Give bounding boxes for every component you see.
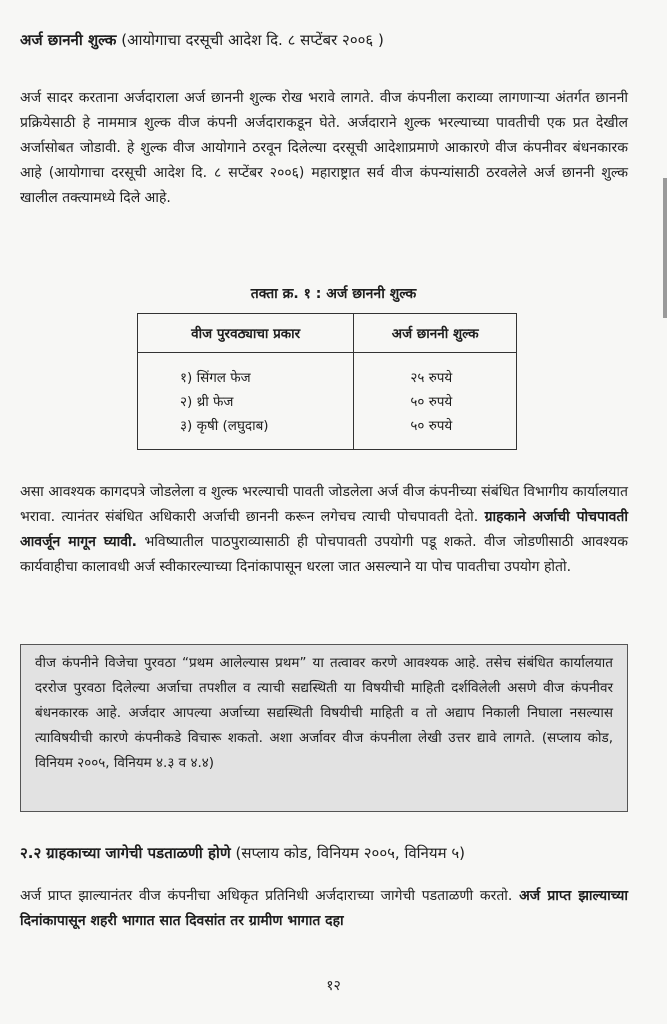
table-caption: तक्ता क्र. १ : अर्ज छाननी शुल्क bbox=[250, 286, 417, 302]
subsection-reference: (सप्लाय कोड, विनियम २००५, विनियम ५) bbox=[235, 844, 465, 862]
paragraph-text: भविष्यातील पाठपुराव्यासाठी ही पोचपावती उपयोगी पडू शकते. वीज जोडणीसाठी आवश्यक कार्यवाहीचा कालावधी अर्ज स्वीकारल्याच्या दिनांकापासून धरला जात असल्याने या पोच पावतीचा उपयोग होतो. bbox=[20, 534, 628, 575]
table-header-row bbox=[138, 314, 517, 353]
cell-fee: २५ रुपये bbox=[354, 365, 517, 389]
section-title: अर्ज छाननी शुल्क bbox=[20, 31, 117, 49]
cell-supply-type: २) थ्री फेज bbox=[180, 394, 234, 410]
paragraph-emphasis: अर्ज प्राप्त झाल्याच्या दिनांकापासून शहरी भागात सात दिवसांत तर ग्रामीण भागात दहा bbox=[20, 888, 628, 929]
header-supply-type: वीज पुरवठ्याचा प्रकार bbox=[138, 314, 354, 353]
paragraph-emphasis: ग्राहकाने अर्जाची पोचपावती आवर्जून मागून घ्यावी. bbox=[20, 509, 629, 550]
section-heading bbox=[20, 30, 384, 50]
note-box bbox=[20, 644, 628, 812]
section-reference: (आयोगाचा दरसूची आदेश दि. ८ सप्टेंबर २००६ ) bbox=[121, 31, 384, 49]
table-row bbox=[138, 365, 517, 389]
fee-table bbox=[137, 313, 517, 450]
subsection-number: २.२ bbox=[20, 844, 42, 862]
paragraph-acknowledgement bbox=[20, 480, 628, 580]
subsection-heading bbox=[20, 843, 465, 863]
paragraph-text: असा आवश्यक कागदपत्रे जोडलेला व शुल्क भरल्याची पावती जोडलेला अर्ज वीज कंपनीच्या संबंधित विभागीय कार्यालयात भरावा. त्यानंतर संबंधित अधिकारी अर्जाची छाननी करून लगेचच त्याची पोचपावती देतो. bbox=[20, 484, 628, 525]
paragraph-application-fee: अर्ज सादर करताना अर्जदाराला अर्ज छाननी शुल्क रोख भरावे लागते. वीज कंपनीला कराव्या लागणाऱ्या अंतर्गत छाननी प्रक्रियेसाठी हे नाममात्र शुल्क वीज कंपनी अर्जदाराकडून घेते. अर्जदाराने शुल्क भरल्याच्या पावतीची एक प्रत देखील अर्जासोबत जोडावी. हे शुल्क वीज आयोगाने ठरवून दिलेल्या दरसूची आदेशाप्रमाणे आकारणे वीज कंपनीवर बंधनकारक आहे (आयोगाचा दरसूची आदेश दि. ८ सप्टेंबर २००६) महाराष्ट्रात सर्व वीज कंपन्यांसाठी ठरवलेले अर्ज छाननी शुल्क खालील तक्त्यामध्ये दिले आहे. bbox=[20, 90, 628, 206]
cell-supply-type: ३) कृषी (लघुदाब) bbox=[180, 418, 269, 434]
paragraph-site-inspection bbox=[20, 884, 628, 934]
subsection-title: ग्राहकाच्या जागेची पडताळणी होणे bbox=[46, 844, 231, 862]
cell-fee: ५० रुपये bbox=[354, 413, 517, 437]
header-scrutiny-fee: अर्ज छाननी शुल्क bbox=[354, 314, 517, 353]
paragraph-text: अर्ज प्राप्त झाल्यानंतर वीज कंपनीचा अधिकृत प्रतिनिधी अर्जदाराच्या जागेची पडताळणी करतो. bbox=[20, 888, 513, 904]
note-text: वीज कंपनीने विजेचा पुरवठा “प्रथम आलेल्यास प्रथम” या तत्वावर करणे आवश्यक आहे. तसेच संबंधित कार्यालयात दररोज पुरवठा दिलेल्या अर्जाचा तपशील व त्याची सद्यस्थिती या विषयीची माहिती दर्शविलेली असणे वीज कंपनीवर बंधनकारक आहे. अर्जदार आपल्या अर्जाच्या सद्यस्थिती विषयीची माहिती व तो अद्याप निकाली निघाला नसल्यास त्याविषयीची कारणे कंपनीकडे विचारू शकतो. अशा अर्जावर वीज कंपनीला लेखी उत्तर द्यावे लागते. (सप्लाय कोड, विनियम २००५, विनियम ४.३ व ४.४) bbox=[35, 655, 613, 771]
cell-supply-type: १) सिंगल फेज bbox=[180, 370, 251, 386]
table-row bbox=[138, 413, 517, 437]
page-number: १२ bbox=[326, 978, 341, 994]
table-row bbox=[138, 389, 517, 413]
cell-fee: ५० रुपये bbox=[354, 389, 517, 413]
